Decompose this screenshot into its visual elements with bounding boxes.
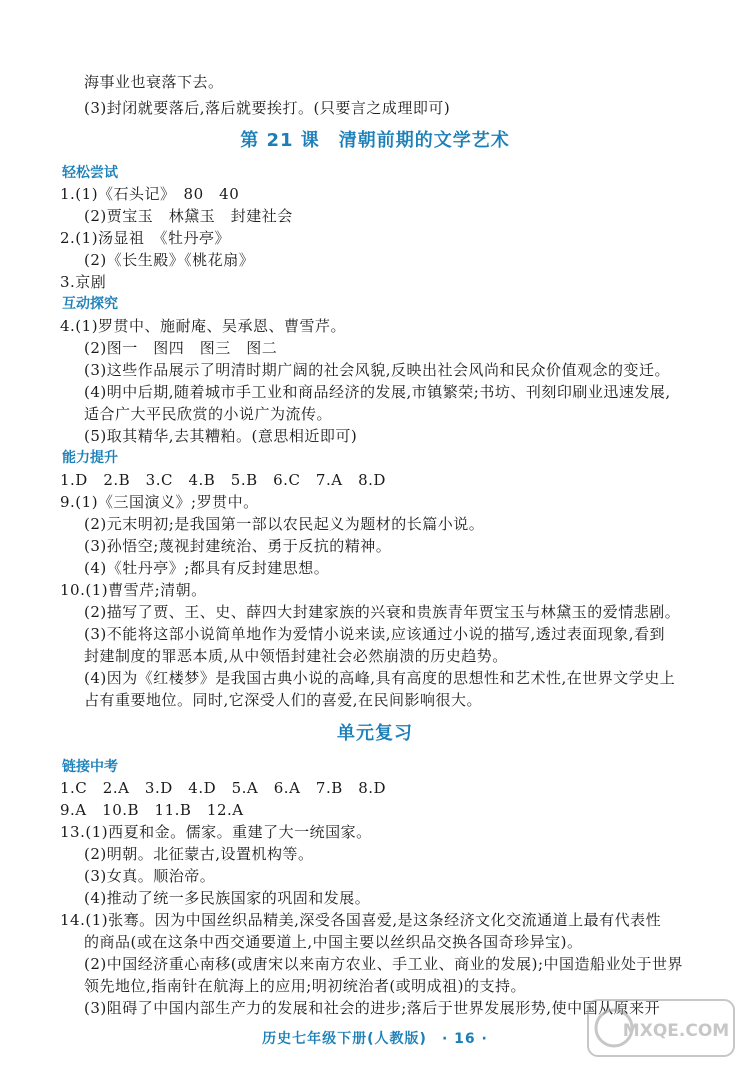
- page-footer: 历史七年级下册(人教版) · 16 ·: [262, 1031, 488, 1047]
- answer-line: 领先地位,指南针在航海上的应用;明初统治者(或明成祖)的支持。: [84, 977, 527, 995]
- answer-line: (2)描写了贾、王、史、薛四大封建家族的兴衰和贵族青年贾宝玉与林黛玉的爱情悲剧。: [84, 603, 681, 621]
- answer-line: (2)元末明初;是我国第一部以农民起义为题材的长篇小说。: [84, 515, 485, 533]
- watermark-text: MXQE.COM: [622, 1021, 730, 1041]
- lesson-title: 第 21 课 清朝前期的文学艺术: [240, 130, 510, 151]
- answer-line: 的商品(或在这条中西交通要道上,中国主要以丝织品交换各国奇珍异宝)。: [84, 933, 583, 951]
- top-line-1: 海事业也衰落下去。: [84, 73, 224, 91]
- section-heading-ability: 能力提升: [62, 450, 118, 466]
- answer-line: (3)女真。顺治帝。: [84, 867, 216, 885]
- answer-line: 占有重要地位。同时,它深受人们的喜爱,在民间影响很大。: [84, 691, 483, 709]
- answer-line: (2)《长生殿》《桃花扇》: [84, 251, 255, 269]
- answer-line: 9.A 10.B 11.B 12.A: [60, 801, 244, 819]
- answer-line: (3)这些作品展示了明清时期广阔的社会风貌,反映出社会风尚和民众价值观念的变迁。: [84, 361, 671, 379]
- watermark-icon: [586, 998, 736, 1058]
- answer-line: 适合广大平民欣赏的小说广为流传。: [84, 405, 333, 423]
- watermark-logo: [586, 998, 736, 1058]
- answer-line: (2)中国经济重心南移(或唐宋以来南方农业、手工业、商业的发展);中国造船业处于世界: [84, 955, 684, 973]
- answer-line: 2.(1)汤显祖 《牡丹亭》: [60, 229, 231, 247]
- answer-line: (2)图一 图四 图三 图二: [84, 339, 278, 357]
- section-heading-link-exam: 链接中考: [62, 759, 118, 775]
- answer-line: 4.(1)罗贯中、施耐庵、吴承恩、曹雪芹。: [60, 317, 347, 335]
- answer-line: 1.D 2.B 3.C 4.B 5.B 6.C 7.A 8.D: [60, 471, 386, 489]
- answer-line: (2)明朝。北征蒙古,设置机构等。: [84, 845, 314, 863]
- answer-line: 1.(1)《石头记》 80 40: [60, 185, 240, 203]
- answer-line: (5)取其精华,去其糟粕。(意思相近即可): [84, 427, 358, 445]
- answer-line: 9.(1)《三国演义》;罗贯中。: [60, 493, 259, 511]
- answer-line: 13.(1)西夏和金。儒家。重建了大一统国家。: [60, 823, 372, 841]
- answer-line: (3)孙悟空;蔑视封建统治、勇于反抗的精神。: [84, 537, 392, 555]
- answer-line: 3.京剧: [60, 273, 107, 291]
- answer-line: (3)不能将这部小说简单地作为爱情小说来读,应该通过小说的描写,透过表面现象,看到: [84, 625, 666, 643]
- section-heading-interactive: 互动探究: [62, 296, 118, 312]
- answer-line: (4)《牡丹亭》;都具有反封建思想。: [84, 559, 330, 577]
- answer-line: 14.(1)张骞。因为中国丝织品精美,深受各国喜爱,是这条经济文化交流通道上最有代表性: [60, 911, 662, 929]
- answer-line: (3)阻碍了中国内部生产力的发展和社会的进步;落后于世界发展形势,使中国从原来开: [84, 999, 661, 1017]
- answer-line: (4)明中后期,随着城市手工业和商品经济的发展,市镇繁荣;书坊、刊刻印刷业迅速发展,: [84, 383, 671, 401]
- answer-line: (2)贾宝玉 林黛玉 封建社会: [84, 207, 293, 225]
- unit-review-title: 单元复习: [337, 723, 413, 744]
- section-heading-easy-try: 轻松尝试: [62, 165, 118, 181]
- answer-line: (4)推动了统一多民族国家的巩固和发展。: [84, 889, 371, 907]
- answer-line: 封建制度的罪恶本质,从中领悟封建社会必然崩溃的历史趋势。: [84, 647, 508, 665]
- answer-line: 10.(1)曹雪芹;清朝。: [60, 581, 207, 599]
- top-line-2: (3)封闭就要落后,落后就要挨打。(只要言之成理即可): [84, 99, 451, 117]
- answer-line: (4)因为《红楼梦》是我国古典小说的高峰,具有高度的思想性和艺术性,在世界文学史上: [84, 669, 676, 687]
- answer-line: 1.C 2.A 3.D 4.D 5.A 6.A 7.B 8.D: [60, 779, 387, 797]
